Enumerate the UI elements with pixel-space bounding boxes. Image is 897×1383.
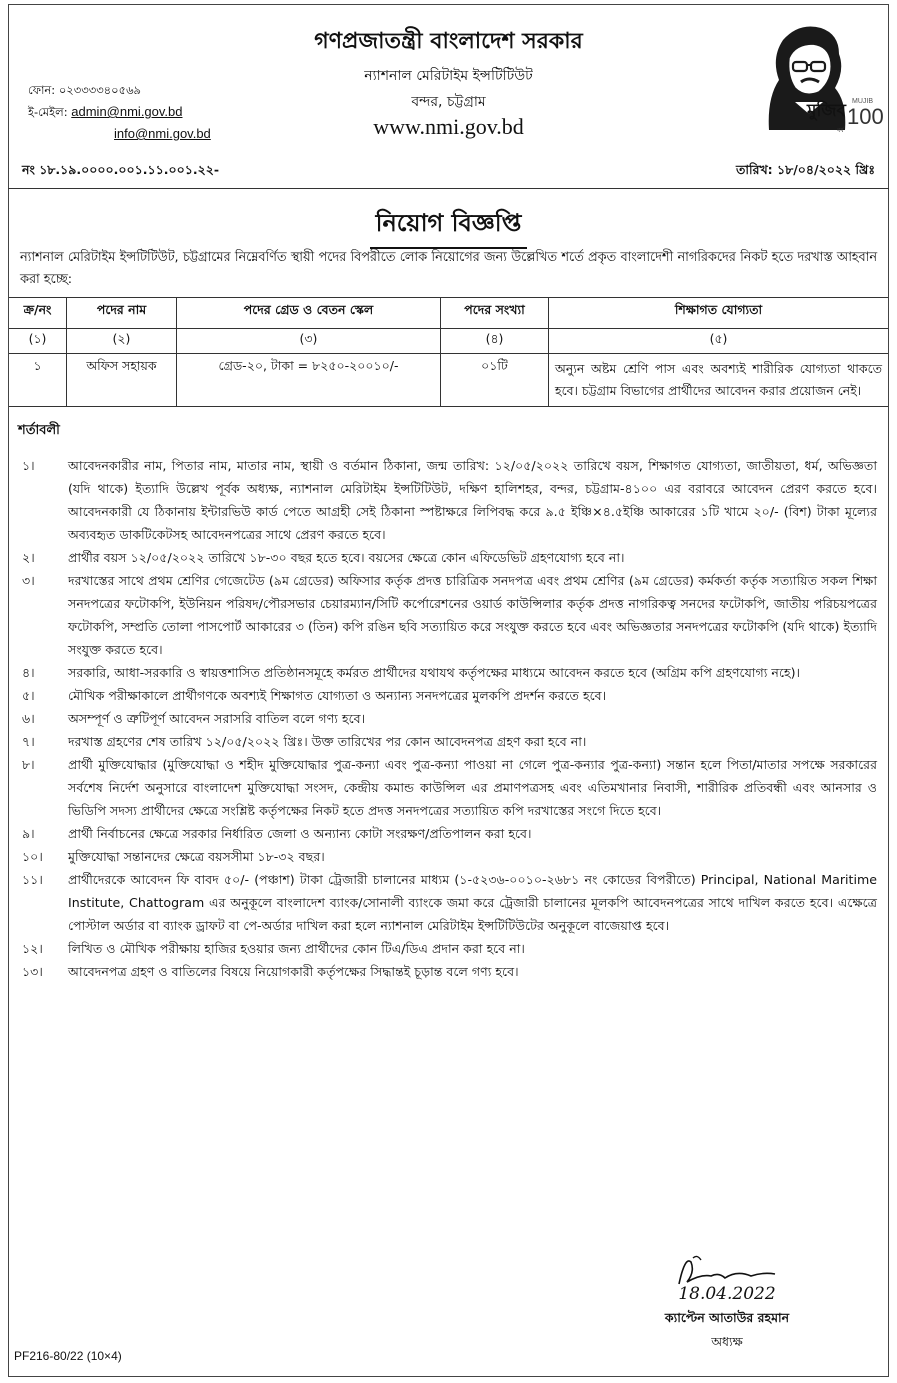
mujib-borsho-logo: [749, 18, 884, 138]
term-number: ৯।: [22, 826, 35, 841]
table-header-row: [9, 298, 889, 329]
website-link[interactable]: www.nmi.gov.bd: [373, 114, 524, 139]
letterhead: [14, 6, 883, 158]
term-number: ৮।: [22, 757, 35, 772]
col-serial-header: ক্র/নং: [9, 298, 67, 329]
email-info-link[interactable]: info@nmi.gov.bd: [114, 126, 211, 141]
logo-mujib-bangla: মুজিব: [807, 101, 846, 121]
terms-list: [14, 454, 883, 983]
row-serial: ১: [9, 354, 67, 407]
term-number: ১১।: [22, 872, 43, 887]
institute-name: ন্যাশনাল মেরিটাইম ইন্সটিটিউট: [364, 68, 533, 84]
list-item: [14, 753, 883, 822]
col-qualification-header: শিক্ষাগত যোগ্যতা: [549, 298, 889, 329]
notice-title: নিয়োগ বিজ্ঞপ্তি: [370, 205, 528, 249]
list-item: [14, 546, 883, 569]
row-grade-scale: গ্রেড-২০, টাকা = ৮২৫০-২০০১০/-: [177, 354, 441, 407]
memo-number: নং ১৮.১৯.০০০০.০০১.১১.০০১.২২-: [22, 162, 220, 177]
term-text: প্রার্থী মুক্তিযোদ্ধার (মুক্তিযোদ্ধা ও শহীদ মুক্তিযোদ্ধার পুত্র-কন্যা এবং পুত্র-কন্যা পাওয়া না গেলে পুত্র-কন্যার পুত্র-কন্যা) সন্তান হলে পিতা/মাতার সপক্ষে সরকারের সর্বশেষ নির্দেশ অনুসারে বাংলাদেশ মুক্তিযোদ্ধা সংসদ, কেন্দ্রীয় কমান্ড কাউন্সিল এর প্রমাণপত্রসহ এবং এতিমখানার নিবাসী, শারীরিক প্রতিবন্ধী এবং আনসার ও ভিডিপি সদস্য প্রার্থীদের ক্ষেত্রে সংশ্লিষ্ট কর্তৃপক্ষের নিকট হতে প্রদত্ত সনদপত্রের সত্যায়িত কপি দরখাস্তের সংগে দিতে হবে।: [68, 757, 877, 818]
list-item: [14, 822, 883, 845]
email-label: ই-মেইল:: [28, 105, 68, 119]
logo-mujib-latin: MUJIB: [852, 98, 873, 105]
term-text: মৌখিক পরীক্ষাকালে প্রার্থীগণকে অবশ্যই শিক্ষাগত যোগ্যতা ও অন্যান্য সনদপত্রের মুলকপি প্রদর্শন করতে হবে।: [68, 688, 607, 703]
term-number: ৫।: [22, 688, 35, 703]
publication-code: PF216-80/22 (10×4): [14, 1349, 122, 1363]
term-number: ৬।: [22, 711, 35, 726]
table-number-row: [9, 329, 889, 354]
col-number: (২): [67, 329, 177, 354]
term-text: সরকারি, আধা-সরকারি ও স্বায়ত্তশাসিত প্রতিষ্ঠানসমূহে কর্মরত প্রার্থীদের যথাযথ কর্তৃপক্ষের মাধ্যমে আবেদন করতে হবে (অগ্রিম কপি গ্রহণযোগ্য নহে)।: [68, 665, 801, 680]
term-text: প্রার্থীদেরকে আবেদন ফি বাবদ ৫০/- (পঞ্চাশ) টাকা ট্রেজারী চালানের মাধ্যম (১-৫২৩৬-০০১০-২৬৮১ নং কোডের বিপরীতে) Principal, National Maritime Institute, Chattogram এর অনুকূলে বাংলাদেশ ব্যাংক/সোনালী ব্যাংকে জমা করে ট্রেজারী চালানের মূলকপি আবেদনপত্রের সাথে দাখিল করতে হবে। এক্ষেত্রে পোস্টাল অর্ডার বা ব্যাংক ড্রাফট বা পে-অর্ডার দাখিল করা হলে ন্যাশনাল মেরিটাইম ইন্সটিটিউটের অনুকূলে বাজেয়াপ্ত হবে।: [68, 872, 877, 933]
row-qualification: অন্যুন অষ্টম শ্রেণি পাস এবং অবশ্যই শারীরিক যোগ্যতা থাকতে হবে। চট্টগ্রাম বিভাগের প্রার্থীদের আবেদন করার প্রয়োজন নেই।: [549, 354, 889, 407]
logo-100: 100: [847, 104, 884, 129]
term-text: আবেদনকারীর নাম, পিতার নাম, মাতার নাম, স্থায়ী ও বর্তমান ঠিকানা, জন্ম তারিখ: ১২/০৫/২০২২ তারিখে বয়স, শিক্ষাগত যোগ্যতা, জাতীয়তা, ধর্ম, অভিজ্ঞতা (যদি থাকে) ইত্যাদি উল্লেখ পূর্বক অধ্যক্ষ, ন্যাশনাল মেরিটাইম ইন্সটিটিউট, দক্ষিণ হালিশহর, বন্দর, চট্টগ্রাম-৪১০০ এর বরাবরে আবেদন প্রেরণ করতে হবে। আবেদনকারী যে ঠিকানায় ইন্টারভিউ কার্ড পেতে আগ্রহী সেই ঠিকানা স্পষ্টাক্ষরে লিপিবদ্ধ করে ৯.৫ ইঞ্চি×৪.৫ইঞ্চি আকারের ১টি খামে ২০/- (বিশ) টাকা মূল্যের অব্যবহৃত ডাকটিকেটসহ আবেদনপত্রের সাথে প্রেরণ করতে হবে।: [68, 458, 877, 542]
term-number: ৩।: [22, 573, 35, 588]
term-text: প্রার্থীর বয়স ১২/০৫/২০২২ তারিখে ১৮-৩০ বছর হতে হবে। বয়সের ক্ষেত্রে কোন এফিডেভিট গ্রহণযোগ্য হবে না।: [68, 550, 625, 565]
col-grade-header: পদের গ্রেড ও বেতন স্কেল: [177, 298, 441, 329]
email-admin-link[interactable]: admin@nmi.gov.bd: [71, 104, 183, 119]
institute-location: বন্দর, চট্টগ্রাম: [411, 94, 486, 110]
issue-date: তারিখ: ১৮/০৪/২০২২ খ্রিঃ: [735, 162, 875, 177]
table-row: [9, 354, 889, 407]
term-number: ৪।: [22, 665, 35, 680]
col-number: (৫): [549, 329, 889, 354]
reference-line: [8, 158, 889, 189]
list-item: [14, 845, 883, 868]
term-number: ৭।: [22, 734, 35, 749]
col-count-header: পদের সংখ্যা: [441, 298, 549, 329]
signature-date: 18.04.2022: [678, 1284, 776, 1304]
list-item: [14, 937, 883, 960]
row-post-count: ০১টি: [441, 354, 549, 407]
term-text: মুক্তিযোদ্ধা সন্তানদের ক্ষেত্রে বয়সসীমা ১৮-৩২ বছর।: [68, 849, 325, 864]
term-number: ১২।: [22, 941, 43, 956]
title-wrap: [14, 205, 883, 245]
row-post-name: অফিস সহায়ক: [67, 354, 177, 407]
term-number: ১০।: [22, 849, 43, 864]
signature-block: [637, 1252, 817, 1354]
list-item: [14, 661, 883, 684]
list-item: [14, 707, 883, 730]
col-number: (৩): [177, 329, 441, 354]
signatory-name: ক্যাপ্টেন আতাউর রহমান: [664, 1310, 790, 1325]
term-text: লিখিত ও মৌখিক পরীক্ষায় হাজির হওয়ার জন্য প্রার্থীদের কোন টিএ/ডিএ প্রদান করা হবে না।: [68, 941, 525, 956]
signatory-designation: অধ্যক্ষ: [711, 1334, 743, 1349]
term-number: ১।: [22, 458, 35, 473]
list-item: [14, 684, 883, 707]
term-text: প্রার্থী নির্বাচনের ক্ষেত্রে সরকার নির্ধারিত জেলা ও অন্যান্য কোটা সংরক্ষণ/প্রতিপালন করা হবে।: [68, 826, 532, 841]
list-item: [14, 868, 883, 937]
term-text: দরখাস্তের সাথে প্রথম শ্রেণির গেজেটেড (৯ম গ্রেডের) অফিসার কর্তৃক প্রদত্ত চারিত্রিক সনদপত্র এবং প্রথম শ্রেণির (৯ম গ্রেডের) কর্মকর্তা কর্তৃক সত্যায়িত সকল শিক্ষা সনদপত্রের ফটোকপি, ইউনিয়ন পরিষদ/পৌরসভার চেয়ারম্যান/সিটি কর্পোরেশনের ওয়ার্ড কাউন্সিলার কর্তৃক প্রদত্ত নাগরিকত্ব সনদের ফটোকপি, জাতীয় পরিচয়পত্রের ফটোকপি, সম্প্রতি তোলা পাসপোর্ট আকারের ৩ (তিন) কপি রঙিন ছবি সত্যায়িত করে সংযুক্ত করতে হবে এবং অভিজ্ঞতার সনদপত্রের ফটোকপি (যদি থাকে) ইত্যাদি সংযুক্ত করতে হবে।: [68, 573, 877, 657]
list-item: [14, 454, 883, 546]
col-post-header: পদের নাম: [67, 298, 177, 329]
government-name: গণপ্রজাতন্ত্রী বাংলাদেশ সরকার: [314, 29, 583, 54]
logo-borsho: বর্ষ: [837, 127, 844, 134]
phone-label: ফোন:: [28, 83, 56, 97]
portrait-illustration-icon: [749, 18, 884, 138]
list-item: [14, 730, 883, 753]
contact-block: [28, 80, 211, 145]
term-text: দরখাস্ত গ্রহণের শেষ তারিখ ১২/০৫/২০২২ খ্রিঃ। উক্ত তারিখের পর কোন আবেদনপত্র গ্রহণ করা হবে না।: [68, 734, 587, 749]
term-number: ১৩।: [22, 964, 43, 979]
term-text: আবেদনপত্র গ্রহণ ও বাতিলের বিষয়ে নিয়োগকারী কর্তৃপক্ষের সিদ্ধান্তই চূড়ান্ত বলে গণ্য হবে।: [68, 964, 519, 979]
col-number: (১): [9, 329, 67, 354]
term-number: ২।: [22, 550, 35, 565]
term-text: অসম্পূর্ণ ও ত্রুটিপূর্ণ আবেদন সরাসরি বাতিল বলে গণ্য হবে।: [68, 711, 366, 726]
list-item: [14, 569, 883, 661]
vacancy-table: [8, 297, 889, 407]
phone-number: ০২৩৩৩৩৪০৫৬৯: [58, 83, 142, 97]
intro-paragraph: ন্যাশনাল মেরিটাইম ইন্সটিটিউট, চট্টগ্রামের নিম্নেবর্ণিত স্থায়ী পদের বিপরীতে লোক নিয়োগের জন্য উল্লেখিত শর্তে প্রকৃত বাংলাদেশী নাগরিকদের নিকট হতে দরখাস্ত আহবান করা হচ্ছে:: [20, 250, 877, 287]
list-item: [14, 960, 883, 983]
col-number: (৪): [441, 329, 549, 354]
terms-heading: শর্তাবলী: [18, 423, 60, 438]
